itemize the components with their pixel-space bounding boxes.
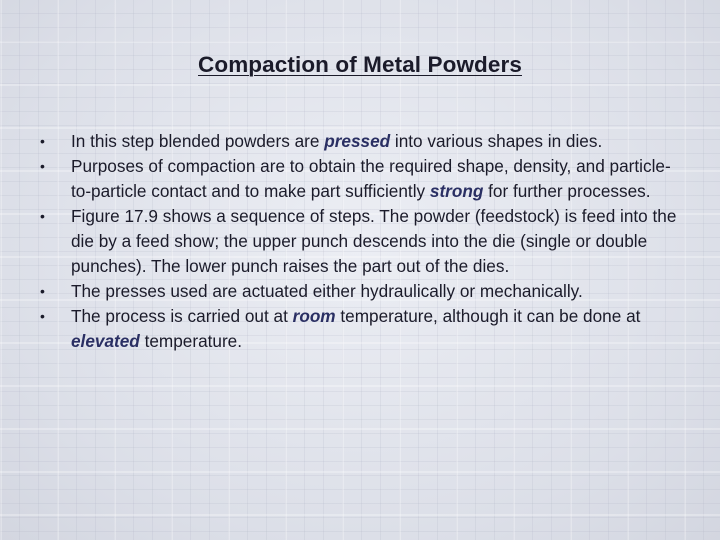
bullet-text: The presses used are actuated either hydraulically or mechanically. (71, 281, 583, 301)
bullet-item (36, 304, 686, 354)
slide-title (0, 52, 720, 78)
bullet-text: temperature, although it can be done at (335, 306, 641, 326)
emphasized-text: elevated (71, 331, 140, 351)
bullet-text: temperature. (139, 331, 243, 351)
slide-title-text: Compaction of Metal Powders (198, 52, 522, 77)
emphasized-text: strong (429, 181, 484, 201)
bullet-item (36, 154, 686, 204)
bullet-text: The process is carried out at (71, 306, 293, 326)
emphasized-text: pressed (324, 131, 391, 151)
emphasized-text: room (292, 306, 336, 326)
bullet-item (36, 279, 686, 304)
bullet-text: Figure 17.9 shows a sequence of steps. The powder (feedstock) is feed into the die by a feed show; the upper punch descends into the die (single or double punches). The lower punch raises the part out of the dies. (71, 206, 677, 276)
bullet-item (36, 129, 686, 154)
bullet-text: Purposes of compaction are to obtain the required shape, density, and particle-to-particle contact and to make part sufficiently (71, 156, 671, 201)
bullet-item (36, 204, 686, 279)
bullet-text: In this step blended powders are (71, 131, 325, 151)
bullet-text: into various shapes in dies. (390, 131, 603, 151)
bullet-text: for further processes. (483, 181, 651, 201)
bullet-list (36, 129, 686, 354)
